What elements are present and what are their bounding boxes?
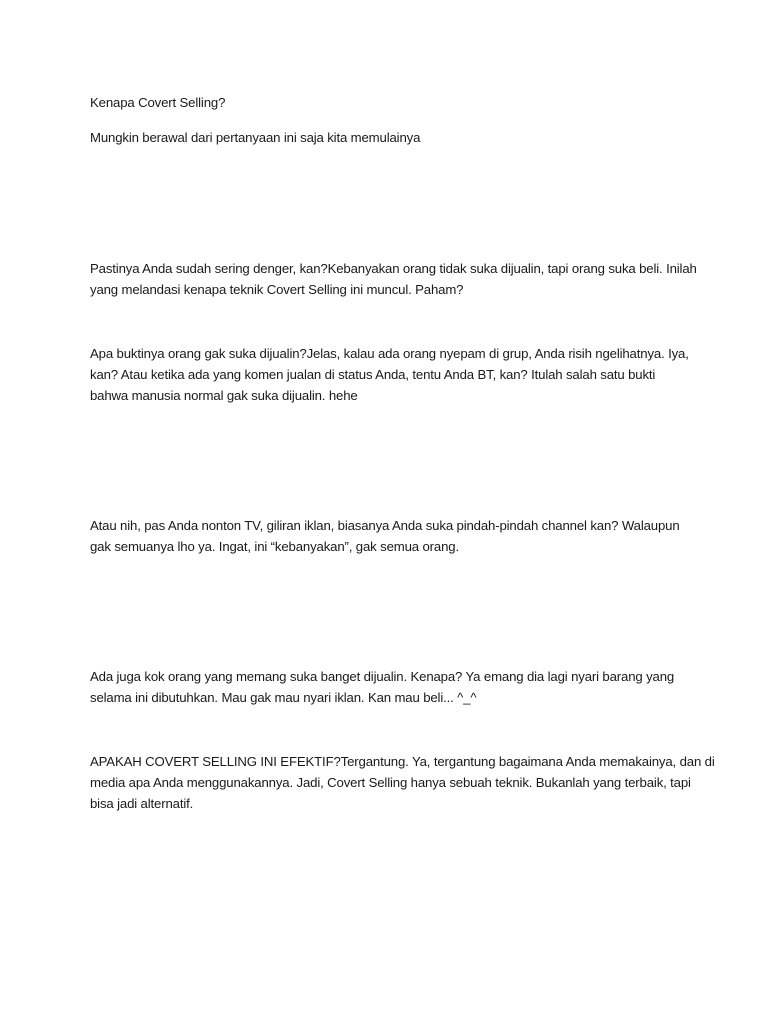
paragraph-line: Pastinya Anda sudah sering denger, kan?Kebanyakan orang tidak suka dijualin, tapi orang suka beli. Inilah	[90, 261, 697, 276]
paragraph-line: bahwa manusia normal gak suka dijualin. hehe	[90, 388, 358, 403]
paragraph-line: yang melandasi kenapa teknik Covert Selling ini muncul. Paham?	[90, 282, 464, 297]
paragraph-1	[90, 258, 697, 300]
paragraph-line: gak semuanya lho ya. Ingat, ini “kebanyakan”, gak semua orang.	[90, 539, 459, 554]
title-line: Kenapa Covert Selling?	[90, 95, 226, 110]
intro-paragraph	[90, 127, 690, 148]
paragraph-line: selama ini dibutuhkan. Mau gak mau nyari iklan. Kan mau beli... ^_^	[90, 690, 477, 705]
paragraph-line: kan? Atau ketika ada yang komen jualan di status Anda, tentu Anda BT, kan? Itulah salah satu bukti	[90, 367, 656, 382]
paragraph-line: Ada juga kok orang yang memang suka banget dijualin. Kenapa? Ya emang dia lagi nyari barang yang	[90, 669, 675, 684]
paragraph-line: media apa Anda menggunakannya. Jadi, Covert Selling hanya sebuah teknik. Bukanlah yang terbaik, tapi	[90, 775, 691, 790]
paragraph-3	[90, 515, 690, 557]
paragraph-line: APAKAH COVERT SELLING INI EFEKTIF?Tergantung. Ya, tergantung bagaimana Anda memakainya, dan di	[90, 754, 715, 769]
paragraph-line: Apa buktinya orang gak suka dijualin?Jelas, kalau ada orang nyepam di grup, Anda risih ngelihatnya. Iya,	[90, 346, 689, 361]
paragraph-4	[90, 666, 690, 708]
paragraph-5	[90, 751, 715, 814]
document-title	[90, 92, 690, 113]
intro-line: Mungkin berawal dari pertanyaan ini saja kita memulainya	[90, 130, 421, 145]
paragraph-2	[90, 343, 690, 406]
paragraph-line: Atau nih, pas Anda nonton TV, giliran iklan, biasanya Anda suka pindah-pindah channel kan? Walaupun	[90, 518, 680, 533]
paragraph-line: bisa jadi alternatif.	[90, 796, 194, 811]
